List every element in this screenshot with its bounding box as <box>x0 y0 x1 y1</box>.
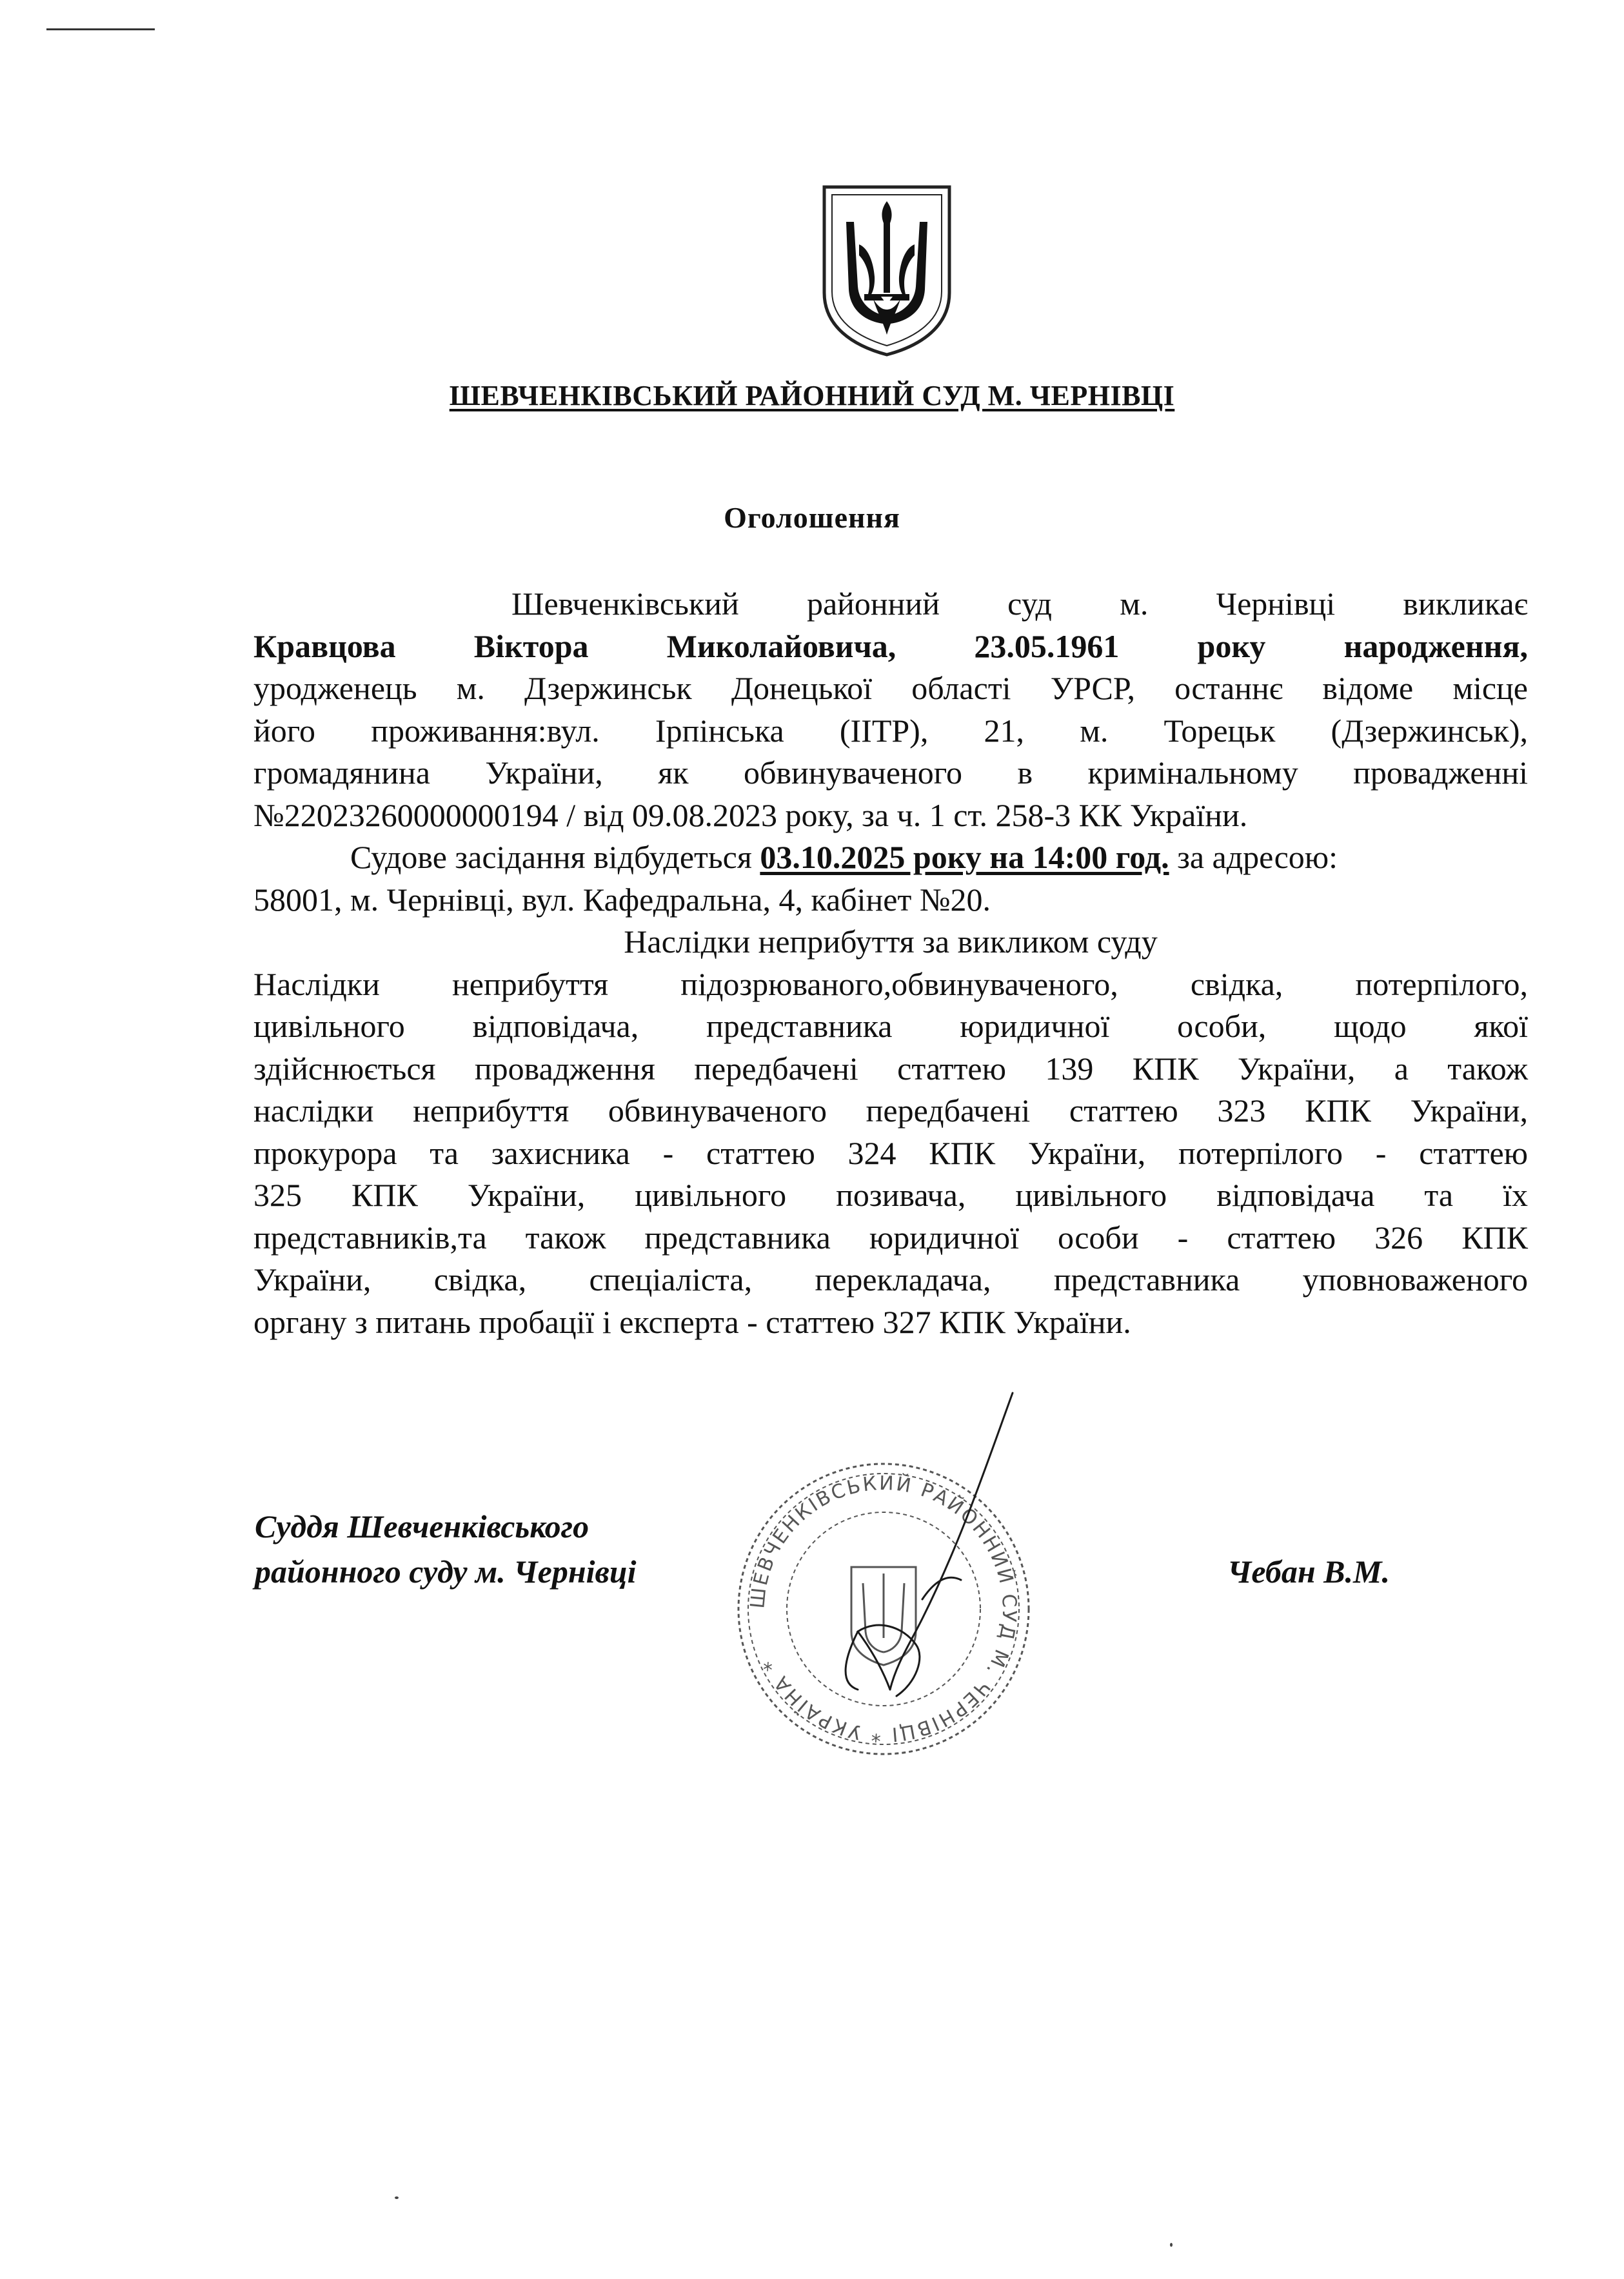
text-line: громадянина України, як обвинуваченого в кримінальному провадженні <box>253 755 1528 791</box>
text-line: наслідки неприбуття обвинуваченого передбачені статтею 323 КПК України, <box>253 1092 1528 1129</box>
court-name-heading: ШЕВЧЕНКІВСЬКИЙ РАЙОННИЙ СУД М. ЧЕРНІВЦІ <box>449 380 1175 411</box>
case-number-line: №22023260000000194 / від 09.08.2023 року, за ч. 1 ст. 258-3 КК України. <box>253 796 1248 833</box>
summons-line: Шевченківський районний суд м. Чернівці викликає <box>511 586 1528 622</box>
text-line: Наслідки неприбуття підозрюваного,обвинуваченого, свідка, потерпілого, <box>253 965 1528 1002</box>
consequences-heading: Наслідки неприбуття за викликом суду <box>624 923 1158 960</box>
text-line: уродженець м. Дзержинськ Донецької області УРСР, останнє відоме місце <box>253 670 1528 706</box>
court-address-line: 58001, м. Чернівці, вул. Кафедральна, 4, кабінет №20. <box>253 881 991 918</box>
defendant-name-line: Кравцова Віктора Миколайовича, 23.05.1961 року народження, <box>253 627 1528 664</box>
text-line: цивільного відповідача, представника юридичної особи, щодо якої <box>253 1008 1528 1044</box>
handwritten-signature <box>819 1386 1025 1748</box>
scan-speck <box>395 2196 399 2199</box>
trident-coat-of-arms-icon <box>819 183 955 357</box>
judge-position <box>255 1504 637 1594</box>
scan-speck <box>1170 2243 1173 2247</box>
announcement-body <box>253 583 1528 1343</box>
seal-text: ШЕВЧЕНКІВСЬКИЙ РАЙОННИЙ СУД М. ЧЕРНІВЦІ * УКРАЇНА * <box>746 1472 1021 1746</box>
text-line: 325 КПК України, цивільного позивача, цивільного відповідача та їх <box>253 1177 1528 1213</box>
document-title: Оголошення <box>724 501 900 534</box>
text-line: органу з питань пробації і експерта - статтею 327 КПК України. <box>253 1303 1131 1340</box>
hearing-prefix: Судове засідання відбудеться <box>350 839 760 875</box>
text-line: прокурора та захисника - статтею 324 КПК України, потерпілого - статтею <box>253 1134 1528 1171</box>
judge-name: Чебан В.М. <box>1227 1554 1390 1590</box>
judge-position-line: районного суду м. Чернівці <box>255 1554 637 1590</box>
text-line: України, свідка, спеціаліста, перекладача, представника уповноваженого <box>253 1261 1528 1297</box>
text-line: здійснюється провадження передбачені статтею 139 КПК України, а також <box>253 1050 1528 1087</box>
text-line: представників,та також представника юридичної особи - статтею 326 КПК <box>253 1219 1528 1256</box>
judge-position-line: Суддя Шевченківського <box>255 1508 589 1544</box>
text-line: його проживання:вул. Ірпінська (ІІТР), 21, м. Торецьк (Дзержинськ), <box>253 712 1528 749</box>
hearing-suffix: за адресою: <box>1169 839 1338 875</box>
scan-artifact-line <box>46 28 155 30</box>
hearing-line <box>253 836 1528 879</box>
hearing-datetime: 03.10.2025 року на 14:00 год. <box>760 839 1169 875</box>
